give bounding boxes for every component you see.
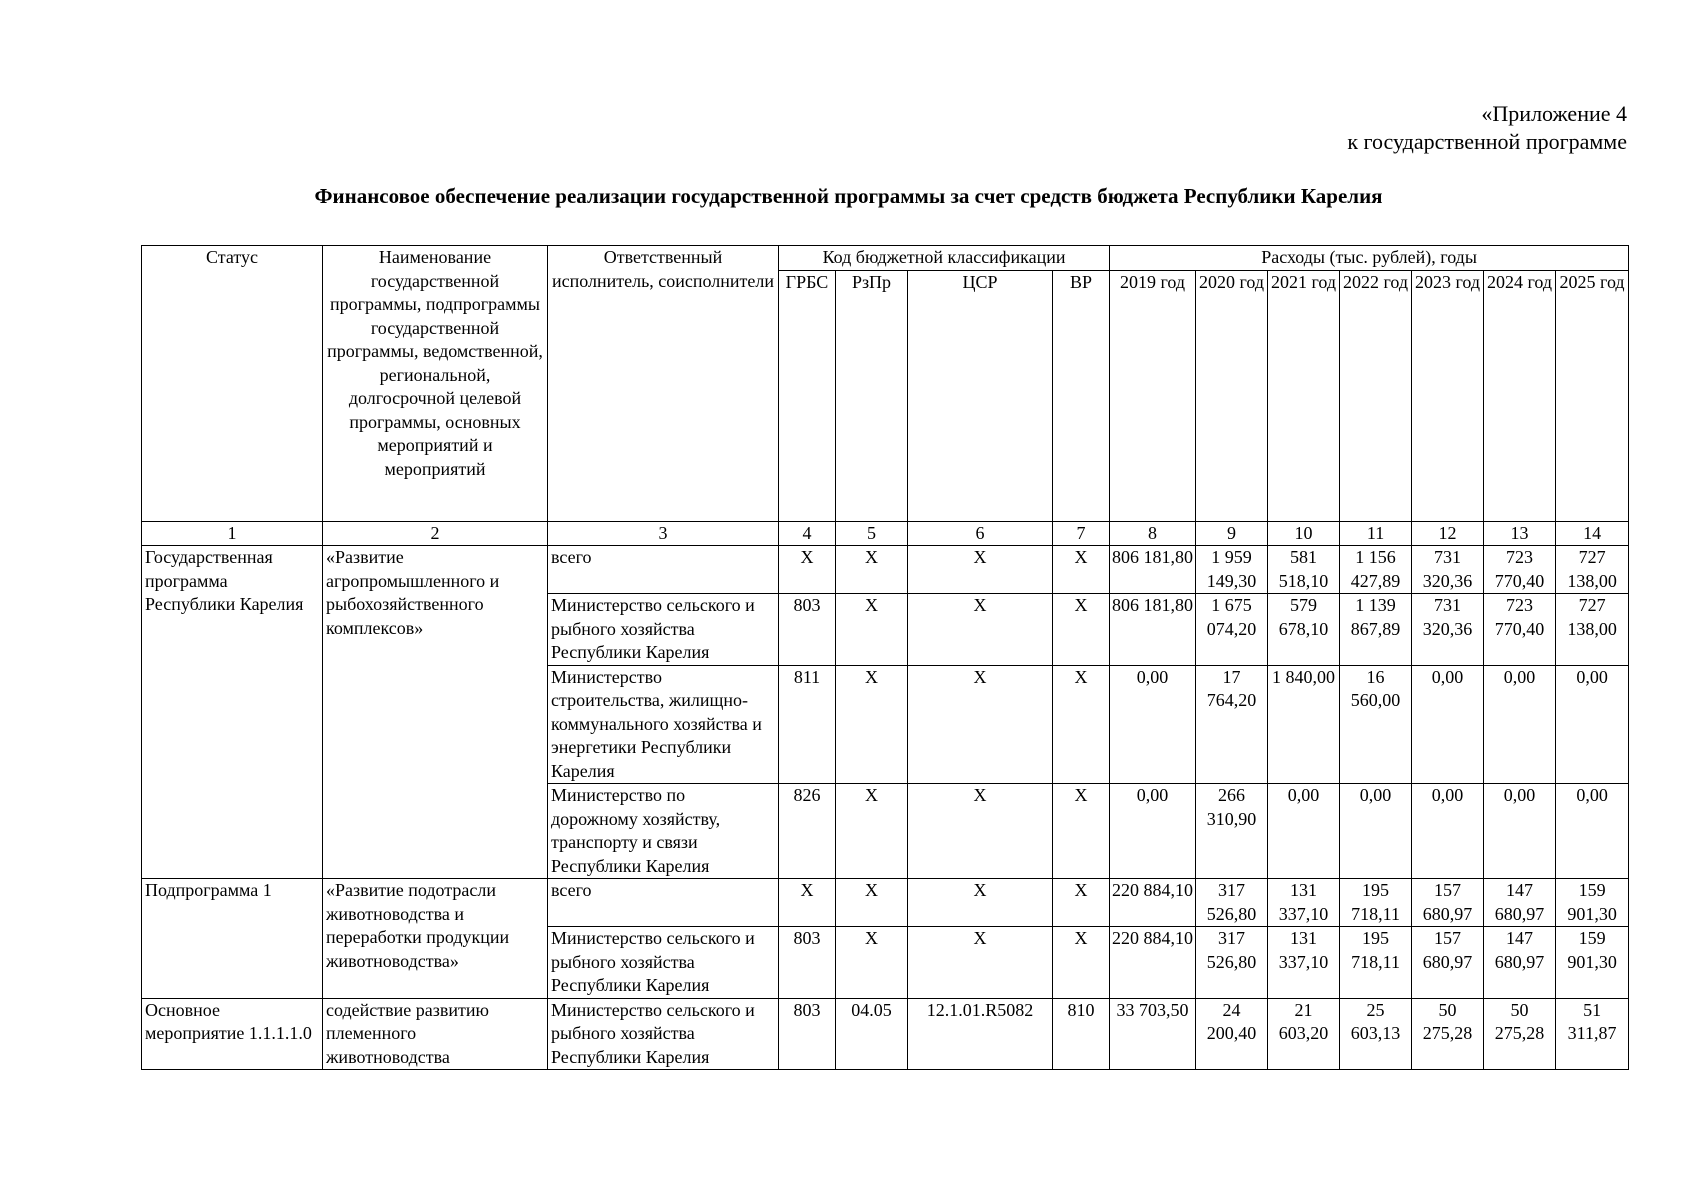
header-year: 2024 год — [1484, 270, 1556, 521]
executor-cell: всего — [548, 546, 779, 594]
expense-value-cell: 727 138,00 — [1556, 594, 1629, 666]
table-row — [142, 879, 1629, 927]
expense-value-cell: 0,00 — [1412, 784, 1484, 879]
csr-cell: Х — [908, 546, 1053, 594]
expense-value-cell: 806 181,80 — [1110, 546, 1196, 594]
grbs-cell: 803 — [779, 927, 836, 999]
expense-value-cell: 0,00 — [1268, 784, 1340, 879]
header-year: 2022 год — [1340, 270, 1412, 521]
expense-value-cell: 0,00 — [1340, 784, 1412, 879]
expense-value-cell: 147 680,97 — [1484, 927, 1556, 999]
column-number: 11 — [1340, 521, 1412, 546]
rzpr-cell: 04.05 — [836, 998, 908, 1070]
rzpr-cell: Х — [836, 665, 908, 784]
expense-value-cell: 157 680,97 — [1412, 879, 1484, 927]
csr-cell: Х — [908, 594, 1053, 666]
column-number: 3 — [548, 521, 779, 546]
csr-cell: 12.1.01.R5082 — [908, 998, 1053, 1070]
header-budget-code: Код бюджетной классификации — [779, 246, 1110, 271]
vr-cell: Х — [1053, 879, 1110, 927]
expense-value-cell: 0,00 — [1412, 665, 1484, 784]
expense-value-cell: 266 310,90 — [1196, 784, 1268, 879]
expense-value-cell: 195 718,11 — [1340, 879, 1412, 927]
status-cell: Подпрограмма 1 — [142, 879, 323, 999]
vr-cell: Х — [1053, 546, 1110, 594]
column-number: 13 — [1484, 521, 1556, 546]
expense-value-cell: 727 138,00 — [1556, 546, 1629, 594]
grbs-cell: 811 — [779, 665, 836, 784]
header-rzpr: РзПр — [836, 270, 908, 521]
document-title: Финансовое обеспечение реализации государственной программы за счет средств бюджета Республики Карелия — [314, 184, 1383, 208]
executor-cell: всего — [548, 879, 779, 927]
program-name-cell: «Развитие подотрасли животноводства и переработки продукции животноводства» — [323, 879, 548, 999]
expense-value-cell: 195 718,11 — [1340, 927, 1412, 999]
vr-cell: Х — [1053, 784, 1110, 879]
column-number: 2 — [323, 521, 548, 546]
expense-value-cell: 1 959 149,30 — [1196, 546, 1268, 594]
csr-cell: Х — [908, 784, 1053, 879]
expense-value-cell: 0,00 — [1484, 665, 1556, 784]
expense-value-cell: 220 884,10 — [1110, 879, 1196, 927]
grbs-cell: 803 — [779, 594, 836, 666]
expense-value-cell: 17 764,20 — [1196, 665, 1268, 784]
header-status: Статус — [142, 246, 323, 522]
expense-value-cell: 0,00 — [1110, 665, 1196, 784]
appendix-line-1: «Приложение 4 — [1481, 101, 1627, 126]
rzpr-cell: Х — [836, 594, 908, 666]
vr-cell: Х — [1053, 594, 1110, 666]
expense-value-cell: 51 311,87 — [1556, 998, 1629, 1070]
header-grbs: ГРБС — [779, 270, 836, 521]
status-cell: Государственная программа Республики Карелия — [142, 546, 323, 879]
expense-value-cell: 317 526,80 — [1196, 879, 1268, 927]
expense-value-cell: 806 181,80 — [1110, 594, 1196, 666]
expense-value-cell: 0,00 — [1484, 784, 1556, 879]
header-vr: ВР — [1053, 270, 1110, 521]
header-name: Наименование государственной программы, подпрограммы государственной программы, ведомственной, региональной, долгосрочной целевой программы, основных мероприятий и мероприятий — [323, 246, 548, 522]
financing-table — [141, 245, 1629, 1070]
grbs-cell: 826 — [779, 784, 836, 879]
expense-value-cell: 220 884,10 — [1110, 927, 1196, 999]
expense-value-cell: 16 560,00 — [1340, 665, 1412, 784]
header-expenses: Расходы (тыс. рублей), годы — [1110, 246, 1629, 271]
expense-value-cell: 317 526,80 — [1196, 927, 1268, 999]
header-csr: ЦСР — [908, 270, 1053, 521]
rzpr-cell: Х — [836, 879, 908, 927]
column-number: 10 — [1268, 521, 1340, 546]
expense-value-cell: 131 337,10 — [1268, 879, 1340, 927]
grbs-cell: Х — [779, 879, 836, 927]
rzpr-cell: Х — [836, 927, 908, 999]
table-row — [142, 546, 1629, 594]
expense-value-cell: 723 770,40 — [1484, 594, 1556, 666]
executor-cell: Министерство строительства, жилищно-коммунального хозяйства и энергетики Республики Карелия — [548, 665, 779, 784]
table-row — [142, 998, 1629, 1070]
column-number: 8 — [1110, 521, 1196, 546]
status-cell: Основное мероприятие 1.1.1.1.0 — [142, 998, 323, 1070]
expense-value-cell: 24 200,40 — [1196, 998, 1268, 1070]
expense-value-cell: 0,00 — [1110, 784, 1196, 879]
header-executor: Ответственный исполнитель, соисполнители — [548, 246, 779, 522]
expense-value-cell: 21 603,20 — [1268, 998, 1340, 1070]
expense-value-cell: 0,00 — [1556, 665, 1629, 784]
expense-value-cell: 731 320,36 — [1412, 594, 1484, 666]
expense-value-cell: 1 139 867,89 — [1340, 594, 1412, 666]
executor-cell: Министерство сельского и рыбного хозяйства Республики Карелия — [548, 594, 779, 666]
program-name-cell: содействие развитию племенного животноводства — [323, 998, 548, 1070]
table-body — [142, 546, 1629, 1070]
executor-cell: Министерство сельского и рыбного хозяйства Республики Карелия — [548, 927, 779, 999]
vr-cell: Х — [1053, 927, 1110, 999]
header-row-1 — [142, 246, 1629, 271]
column-number: 7 — [1053, 521, 1110, 546]
executor-cell: Министерство сельского и рыбного хозяйства Республики Карелия — [548, 998, 779, 1070]
expense-value-cell: 33 703,50 — [1110, 998, 1196, 1070]
csr-cell: Х — [908, 927, 1053, 999]
expense-value-cell: 1 675 074,20 — [1196, 594, 1268, 666]
expense-value-cell: 50 275,28 — [1412, 998, 1484, 1070]
column-number: 14 — [1556, 521, 1629, 546]
expense-value-cell: 1 156 427,89 — [1340, 546, 1412, 594]
expense-value-cell: 581 518,10 — [1268, 546, 1340, 594]
csr-cell: Х — [908, 665, 1053, 784]
column-number: 1 — [142, 521, 323, 546]
rzpr-cell: Х — [836, 546, 908, 594]
expense-value-cell: 731 320,36 — [1412, 546, 1484, 594]
expense-value-cell: 131 337,10 — [1268, 927, 1340, 999]
rzpr-cell: Х — [836, 784, 908, 879]
expense-value-cell: 0,00 — [1556, 784, 1629, 879]
vr-cell: Х — [1053, 665, 1110, 784]
expense-value-cell: 159 901,30 — [1556, 927, 1629, 999]
expense-value-cell: 50 275,28 — [1484, 998, 1556, 1070]
appendix-line-2: к государственной программе — [1347, 129, 1627, 154]
header-year: 2020 год — [1196, 270, 1268, 521]
expense-value-cell: 159 901,30 — [1556, 879, 1629, 927]
column-number: 6 — [908, 521, 1053, 546]
executor-cell: Министерство по дорожному хозяйству, транспорту и связи Республики Карелия — [548, 784, 779, 879]
header-year: 2025 год — [1556, 270, 1629, 521]
expense-value-cell: 147 680,97 — [1484, 879, 1556, 927]
grbs-cell: Х — [779, 546, 836, 594]
column-number-row — [142, 521, 1629, 546]
column-number: 5 — [836, 521, 908, 546]
column-number: 12 — [1412, 521, 1484, 546]
column-number: 4 — [779, 521, 836, 546]
header-year: 2023 год — [1412, 270, 1484, 521]
expense-value-cell: 723 770,40 — [1484, 546, 1556, 594]
vr-cell: 810 — [1053, 998, 1110, 1070]
header-year: 2021 год — [1268, 270, 1340, 521]
expense-value-cell: 579 678,10 — [1268, 594, 1340, 666]
grbs-cell: 803 — [779, 998, 836, 1070]
header-year: 2019 год — [1110, 270, 1196, 521]
expense-value-cell: 1 840,00 — [1268, 665, 1340, 784]
appendix-note — [1347, 100, 1627, 156]
csr-cell: Х — [908, 879, 1053, 927]
expense-value-cell: 25 603,13 — [1340, 998, 1412, 1070]
program-name-cell: «Развитие агропромышленного и рыбохозяйственного комплексов» — [323, 546, 548, 879]
expense-value-cell: 157 680,97 — [1412, 927, 1484, 999]
column-number: 9 — [1196, 521, 1268, 546]
